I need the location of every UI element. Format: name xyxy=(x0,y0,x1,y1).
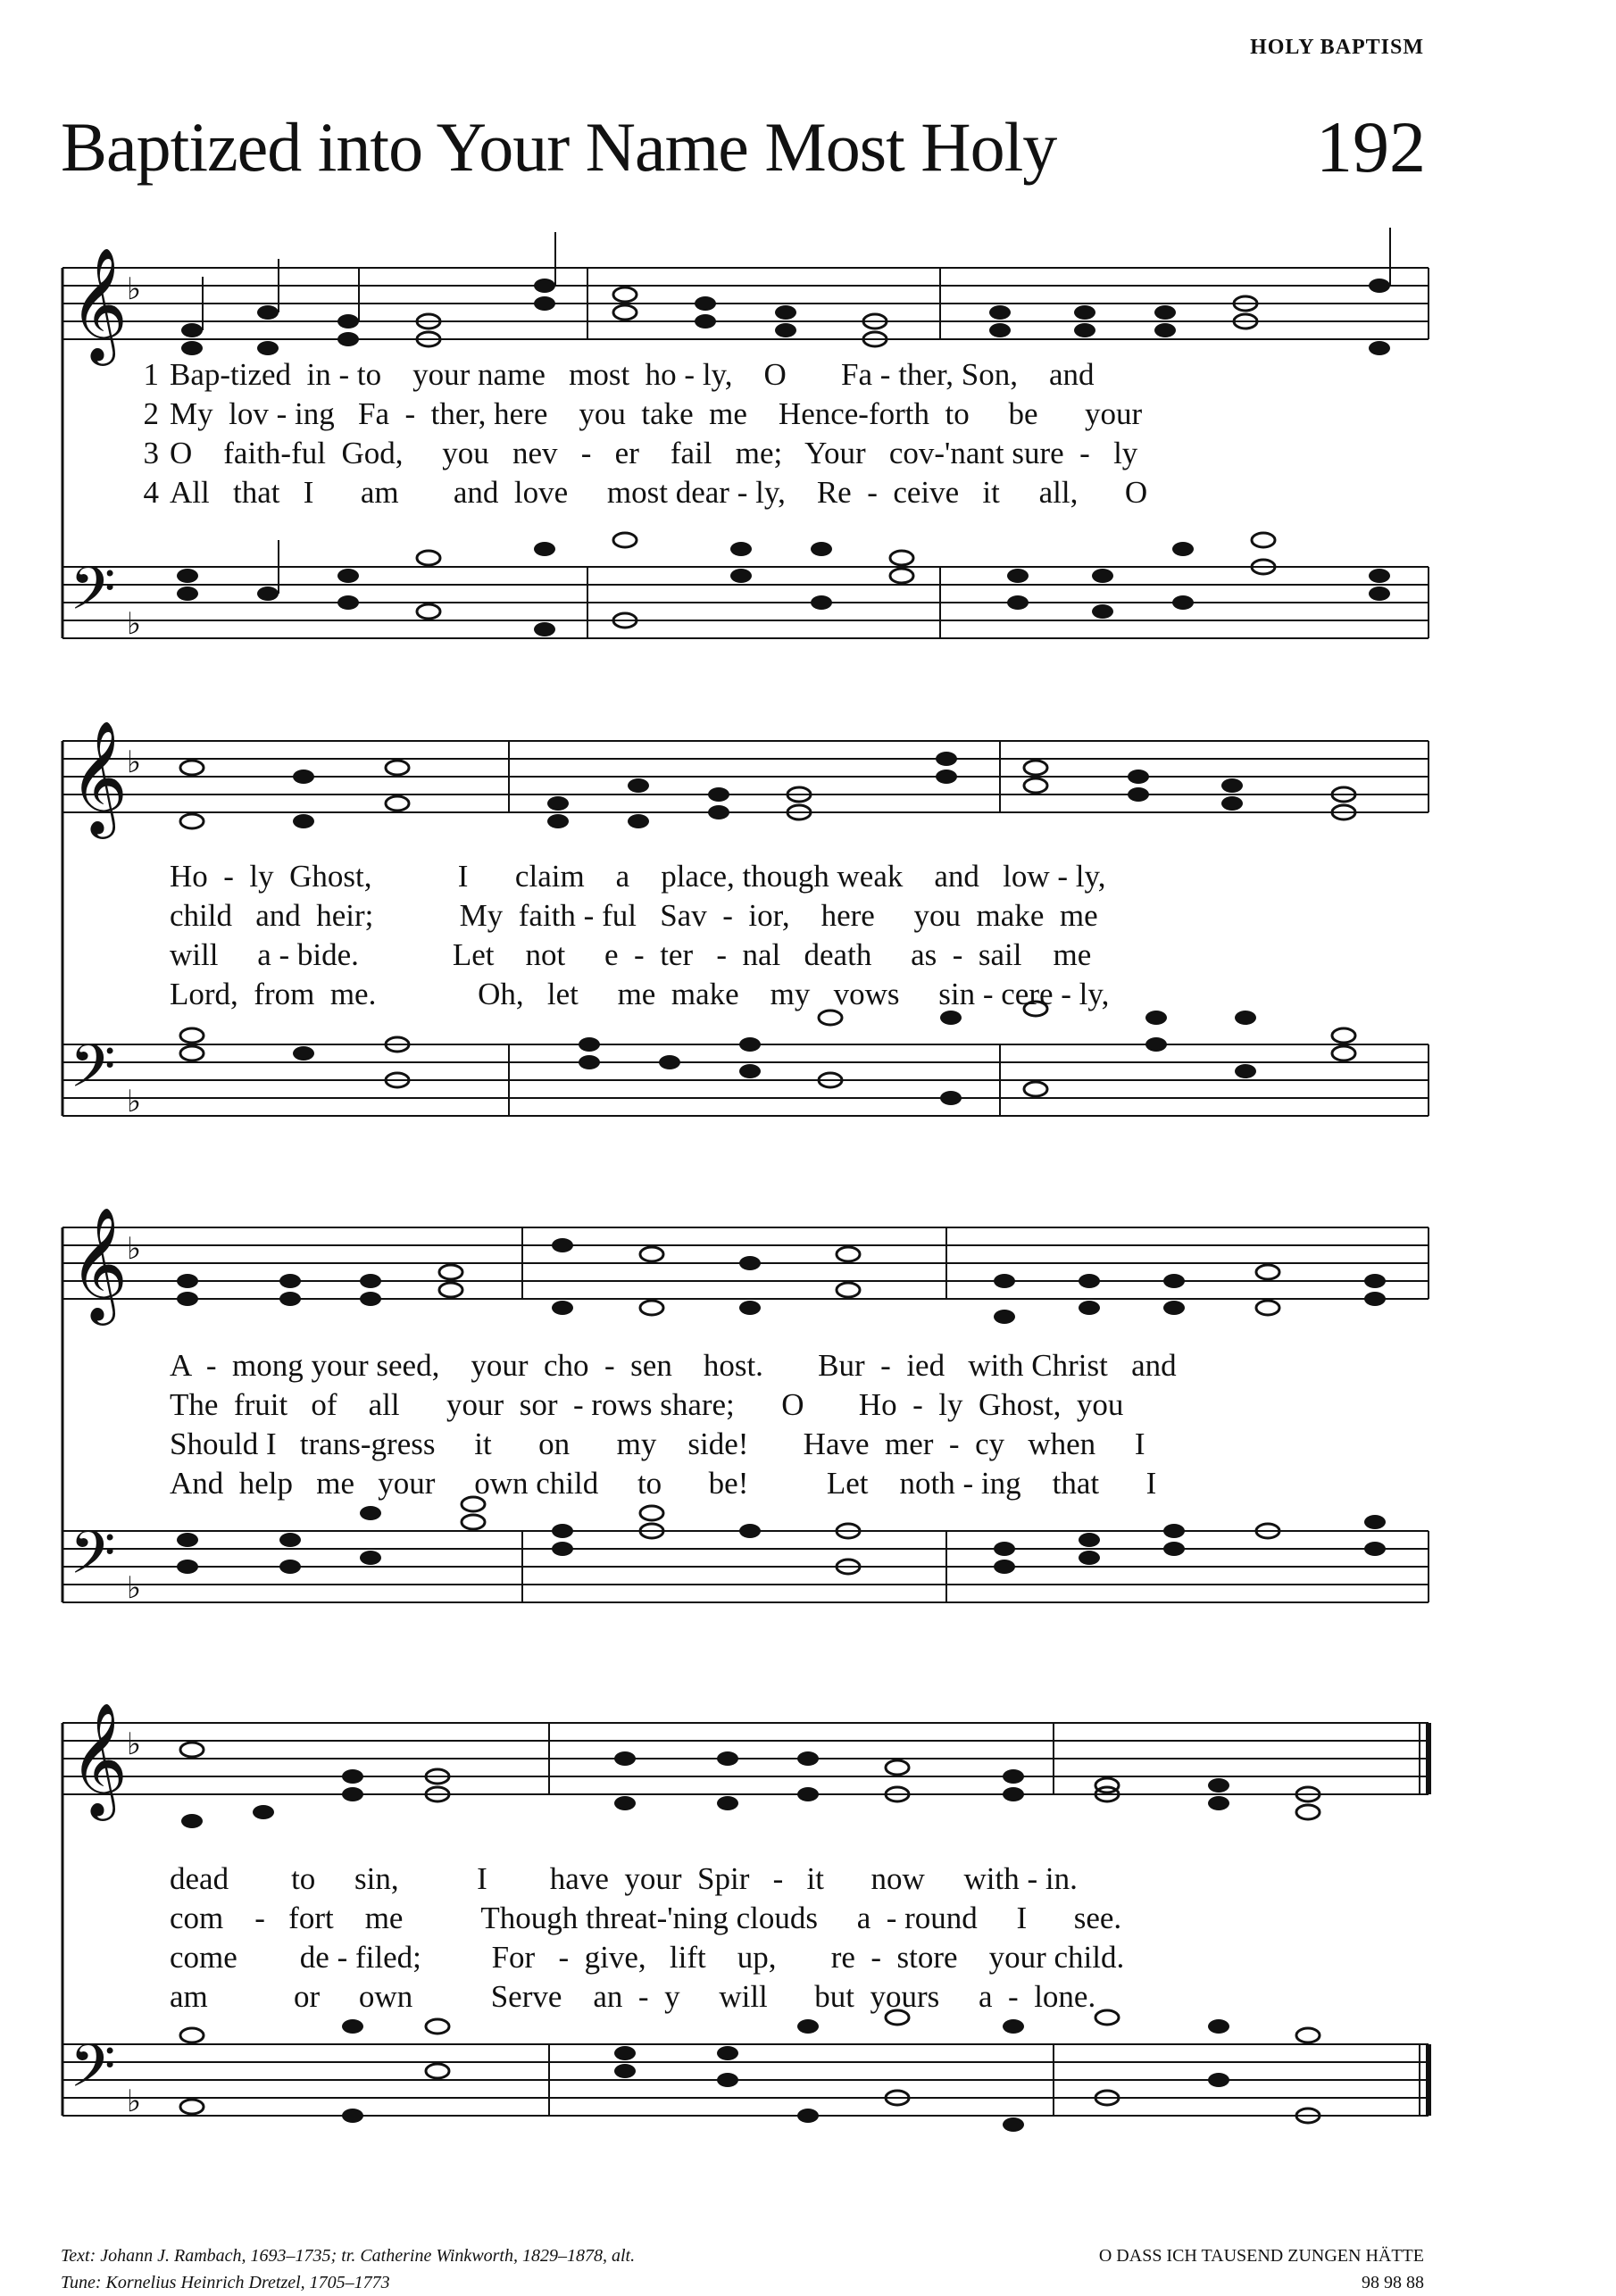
meter: 98 98 88 xyxy=(1362,2273,1424,2292)
credits xyxy=(61,2242,635,2296)
tune-info xyxy=(1099,2242,1424,2296)
section-label: HOLY BAPTISM xyxy=(1250,36,1424,59)
verse-line: 1 Bap-tized in - to your name most ho - ly, O Fa - ther, Son, and xyxy=(143,357,1095,392)
verse-line: will a - bide. Let not e - ter - nal death as - sail me xyxy=(170,937,1092,972)
verse-line: 3 O faith-ful God, you nev - er fail me; Your cov-'nant sure - ly xyxy=(143,436,1138,470)
verse-line: 2 My lov - ing Fa - ther, here you take me Hence-forth to be your xyxy=(143,396,1143,431)
svg-text:𝄞: 𝄞 xyxy=(70,1701,129,1816)
music-system-3 xyxy=(0,1201,1616,1647)
svg-text:♭: ♭ xyxy=(127,271,142,307)
svg-text:♭: ♭ xyxy=(127,2084,142,2119)
verse-line: And help me your own child to be! Let noth - ing that I xyxy=(170,1466,1157,1501)
verse-line: child and heir; My faith - ful Sav - ior, here you make me xyxy=(170,898,1098,933)
tune-credit: Tune: Kornelius Heinrich Dretzel, 1705–1773 xyxy=(61,2273,390,2292)
verse-line: The fruit of all your sor - rows share; O Ho - ly Ghost, you xyxy=(170,1387,1124,1422)
verse-line: come de - filed; For - give, lift up, re - store your child. xyxy=(170,1940,1125,1975)
svg-text:𝄢: 𝄢 xyxy=(70,554,116,637)
verse-line: dead to sin, I have your Spir - it now with - in. xyxy=(170,1861,1078,1896)
svg-text:𝄞: 𝄞 xyxy=(70,1206,129,1320)
svg-text:𝄢: 𝄢 xyxy=(70,1518,116,1601)
hymn-title: Baptized into Your Name Most Holy xyxy=(61,108,1057,186)
svg-text:𝄢: 𝄢 xyxy=(70,1032,116,1115)
svg-text:♭: ♭ xyxy=(127,1231,142,1267)
hymn-number: 192 xyxy=(1316,106,1426,187)
svg-text:𝄞: 𝄞 xyxy=(70,720,129,834)
svg-text:𝄢: 𝄢 xyxy=(70,2032,116,2115)
verse-line: Should I trans-gress it on my side! Have mer - cy when I xyxy=(170,1427,1145,1461)
svg-text:♭: ♭ xyxy=(127,1084,142,1119)
svg-text:♭: ♭ xyxy=(127,1570,142,1606)
tune-name: O DASS ICH TAUSEND ZUNGEN HÄTTE xyxy=(1098,2246,1424,2266)
verse-line: Ho - ly Ghost, I claim a place, though weak and low - ly, xyxy=(170,859,1106,894)
svg-text:♭: ♭ xyxy=(127,1726,142,1762)
verse-line: com - fort me Though threat-'ning clouds a - round I see. xyxy=(170,1901,1122,1935)
svg-text:𝄞: 𝄞 xyxy=(70,246,129,361)
verse-line: 4 All that I am and love most dear - ly, Re - ceive it all, O xyxy=(143,475,1148,510)
verse-line: am or own Serve an - y will but yours a - lone. xyxy=(170,1979,1096,2014)
verse-line: A - mong your seed, your cho - sen host. Bur - ied with Christ and xyxy=(170,1348,1177,1383)
verse-line: Lord, from me. Oh, let me make my vows sin - cere - ly, xyxy=(170,977,1110,1011)
text-credit: Text: Johann J. Rambach, 1693–1735; tr. Catherine Winkworth, 1829–1878, alt. xyxy=(61,2246,636,2266)
svg-text:♭: ♭ xyxy=(127,606,142,642)
svg-text:♭: ♭ xyxy=(127,745,142,780)
